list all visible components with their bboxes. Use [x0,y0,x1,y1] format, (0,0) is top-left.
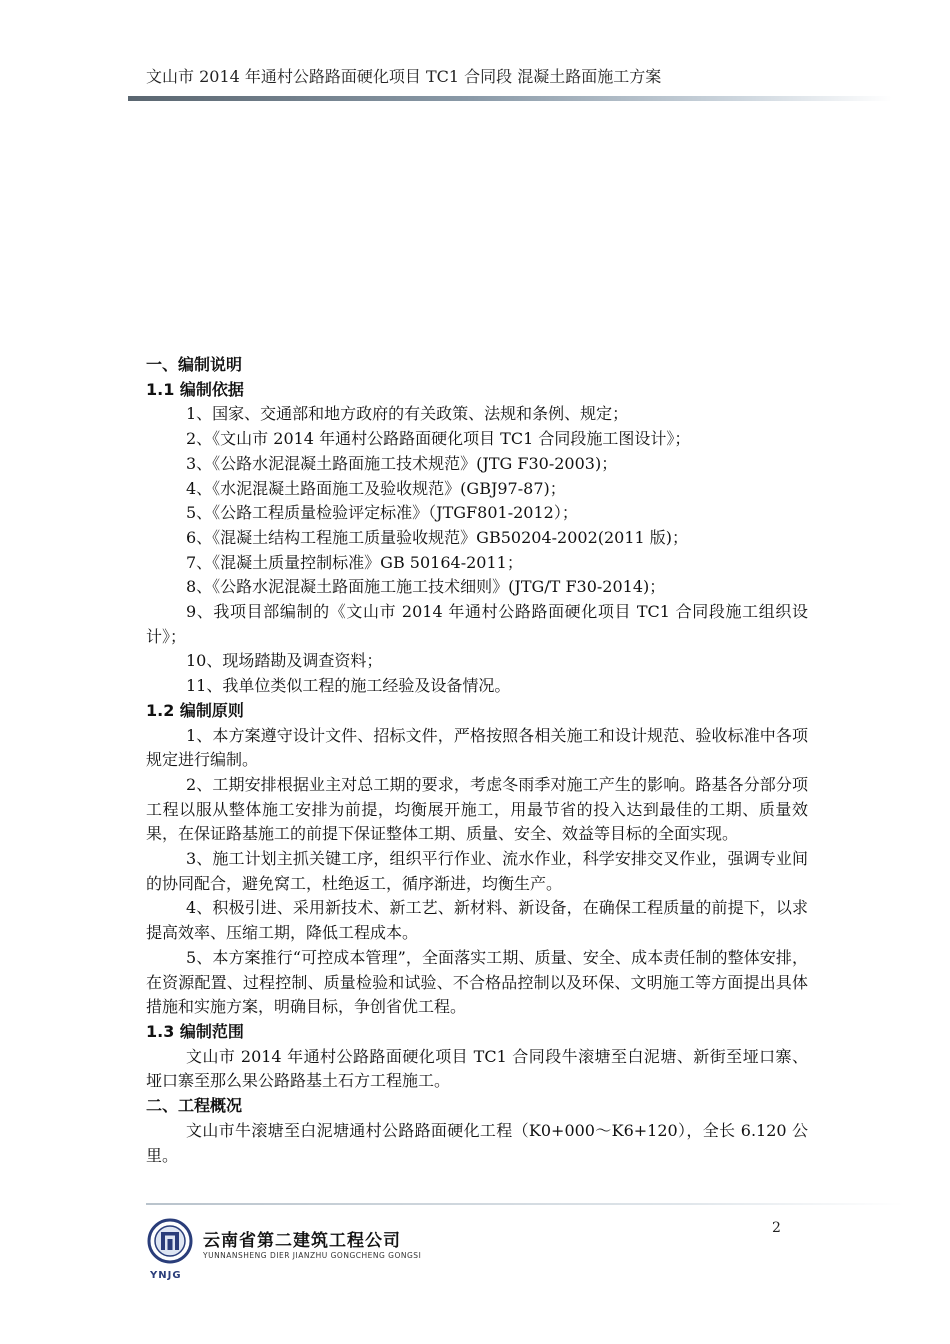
logo-text: YNJG [150,1270,182,1281]
section-1-1-heading: 1.1 编制依据 [146,379,244,399]
basis-item: 7、《混凝土质量控制标准》GB 50164-2011； [186,552,523,572]
company-logo-icon [146,1217,194,1269]
page-number: 2 [772,1220,781,1236]
section-1-3-heading: 1.3 编制范围 [146,1021,244,1041]
company-name-en: YUNNANSHENG DIER JIANZHU GONGCHENG GONGSI [203,1251,422,1260]
basis-item: 5、《公路工程质量检验评定标准》（JTGF801-2012）； [186,503,578,523]
basis-item: 6、《混凝土结构工程施工质量验收规范》GB50204-2002(2011 版)； [186,527,689,547]
basis-item: 2、《文山市 2014 年通村公路路面硬化项目 TC1 合同段施工图设计》； [186,429,691,449]
principle-item: 2、工期安排根据业主对总工期的要求，考虑冬雨季对施工产生的影响。路基各分部分项工程以服从整体施工安排为前提，均衡展开施工，用最节省的投入达到最佳的工期、质量效果，在保证路基施工的前提下保证整体工期、质量、安全、效益等目标的全面实现。 [146,774,808,844]
basis-item: 4、《水泥混凝土路面施工及验收规范》(GBJ97-87)； [186,478,566,498]
header-rule [128,96,892,101]
basis-item: 9、我项目部编制的《文山市 2014 年通村公路路面硬化项目 TC1 合同段施工组织设计》； [146,602,808,646]
running-header: 文山市 2014 年通村公路路面硬化项目 TC1 合同段 混凝土路面施工方案 [146,67,662,86]
principle-item: 5、本方案推行“可控成本管理”，全面落实工期、质量、安全、成本责任制的整体安排，在资源配置、过程控制、质量检验和试验、不合格品控制以及环保、文明施工等方面提出具体措施和实施方案，明确目标，争创省优工程。 [146,947,808,1017]
basis-item: 1、国家、交通部和地方政府的有关政策、法规和条例、规定； [186,404,629,424]
overview-paragraph: 文山市牛滚塘至白泥塘通村公路路面硬化工程（K0+000～K6+120），全长 6.120 公里。 [146,1120,808,1165]
basis-item: 10、现场踏勘及调查资料； [186,651,383,671]
basis-item: 8、《公路水泥混凝土路面施工施工技术细则》(JTG/T F30-2014)； [186,577,666,597]
principle-item: 4、积极引进、采用新技术、新工艺、新材料、新设备，在确保工程质量的前提下，以求提高效率、压缩工期，降低工程成本。 [146,898,808,943]
document-body [146,353,808,1168]
company-name-cn: 云南省第二建筑工程公司 [203,1231,401,1251]
basis-item: 11、我单位类似工程的施工经验及设备情况。 [186,676,511,696]
principle-item: 3、施工计划主抓关键工序，组织平行作业、流水作业，科学安排交叉作业，强调专业间的协同配合，避免窝工，杜绝返工，循序渐进，均衡生产。 [146,849,808,893]
section-1-heading: 一、编制说明 [146,355,243,374]
section-1-2-heading: 1.2 编制原则 [146,700,244,720]
section-2-heading: 二、工程概况 [146,1096,243,1116]
principle-item: 1、本方案遵守设计文件、招标文件，严格按照各相关施工和设计规范、验收标准中各项规定进行编制。 [146,725,808,770]
footer-rule [146,1203,904,1205]
scope-paragraph: 文山市 2014 年通村公路路面硬化项目 TC1 合同段牛滚塘至白泥塘、新街至垭口寨、垭口寨至那么果公路路基土石方工程施工。 [146,1046,808,1091]
basis-item: 3、《公路水泥混凝土路面施工技术规范》(JTG F30-2003)； [186,453,618,473]
